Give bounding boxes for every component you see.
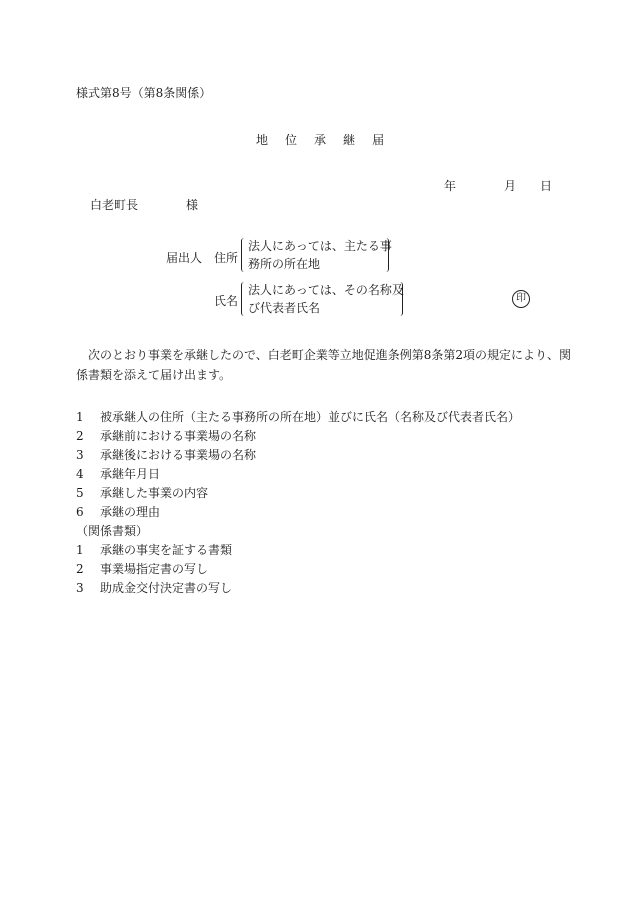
list-item bbox=[76, 541, 520, 560]
date-month: 月 bbox=[504, 179, 517, 193]
attachment-text: 助成金交付決定書の写し bbox=[100, 581, 233, 595]
address-note-line2: 務所の所在地 bbox=[248, 257, 321, 271]
address-note bbox=[248, 237, 392, 273]
title-char: 位 bbox=[285, 133, 298, 147]
address-note-line1: 法人にあっては、主たる事 bbox=[248, 239, 392, 253]
applicant-label: 届出人 bbox=[166, 251, 203, 265]
seal-mark: 印 bbox=[512, 290, 530, 308]
list-item bbox=[76, 408, 520, 427]
item-text: 承継の理由 bbox=[100, 505, 161, 519]
name-label: 氏名 bbox=[214, 294, 239, 308]
document-title bbox=[256, 131, 401, 148]
attachments-heading: （関係書類） bbox=[76, 524, 149, 538]
list-item bbox=[76, 560, 520, 579]
list-item bbox=[76, 427, 520, 446]
name-note-line1: 法人にあっては、その名称及 bbox=[248, 283, 404, 297]
name-note-line2: び代表者氏名 bbox=[248, 301, 321, 315]
attachment-number: 1 bbox=[76, 543, 84, 557]
attachment-number: 3 bbox=[76, 581, 84, 595]
addressee bbox=[90, 196, 198, 213]
attachment-number: 2 bbox=[76, 562, 84, 576]
item-number: 5 bbox=[76, 486, 84, 500]
form-number: 様式第8号（第8条関係） bbox=[76, 86, 212, 100]
list-item bbox=[76, 465, 520, 484]
attachment-text: 事業場指定書の写し bbox=[100, 562, 209, 576]
addressee-name: 白老町長 bbox=[90, 198, 139, 212]
item-text: 被承継人の住所（主たる事務所の所在地）並びに氏名（名称及び代表者氏名） bbox=[100, 410, 521, 424]
item-text: 承継前における事業場の名称 bbox=[100, 429, 257, 443]
item-number: 4 bbox=[76, 467, 84, 481]
date-line bbox=[444, 177, 552, 194]
name-note bbox=[248, 281, 404, 317]
addressee-honorific: 様 bbox=[186, 198, 199, 212]
date-year: 年 bbox=[444, 179, 457, 193]
item-number: 1 bbox=[76, 410, 84, 424]
list-item bbox=[76, 484, 520, 503]
address-label: 住所 bbox=[214, 251, 239, 265]
date-day: 日 bbox=[540, 179, 553, 193]
item-text: 承継した事業の内容 bbox=[100, 486, 209, 500]
item-text: 承継年月日 bbox=[100, 467, 161, 481]
title-char: 承 bbox=[314, 133, 327, 147]
body-paragraph: 次のとおり事業を承継したので、白老町企業等立地促進条例第8条第2項の規定により、関係書類を添えて届け出ます。 bbox=[76, 348, 572, 382]
item-text: 承継後における事業場の名称 bbox=[100, 448, 257, 462]
item-number: 2 bbox=[76, 429, 84, 443]
attachment-text: 承継の事実を証する書類 bbox=[100, 543, 233, 557]
title-char: 届 bbox=[372, 133, 385, 147]
list-item bbox=[76, 503, 520, 522]
title-char: 継 bbox=[343, 133, 356, 147]
body-text bbox=[76, 345, 576, 385]
list-item bbox=[76, 579, 520, 598]
item-list bbox=[76, 408, 520, 598]
list-item bbox=[76, 446, 520, 465]
item-number: 6 bbox=[76, 505, 84, 519]
item-number: 3 bbox=[76, 448, 84, 462]
title-char: 地 bbox=[256, 133, 269, 147]
